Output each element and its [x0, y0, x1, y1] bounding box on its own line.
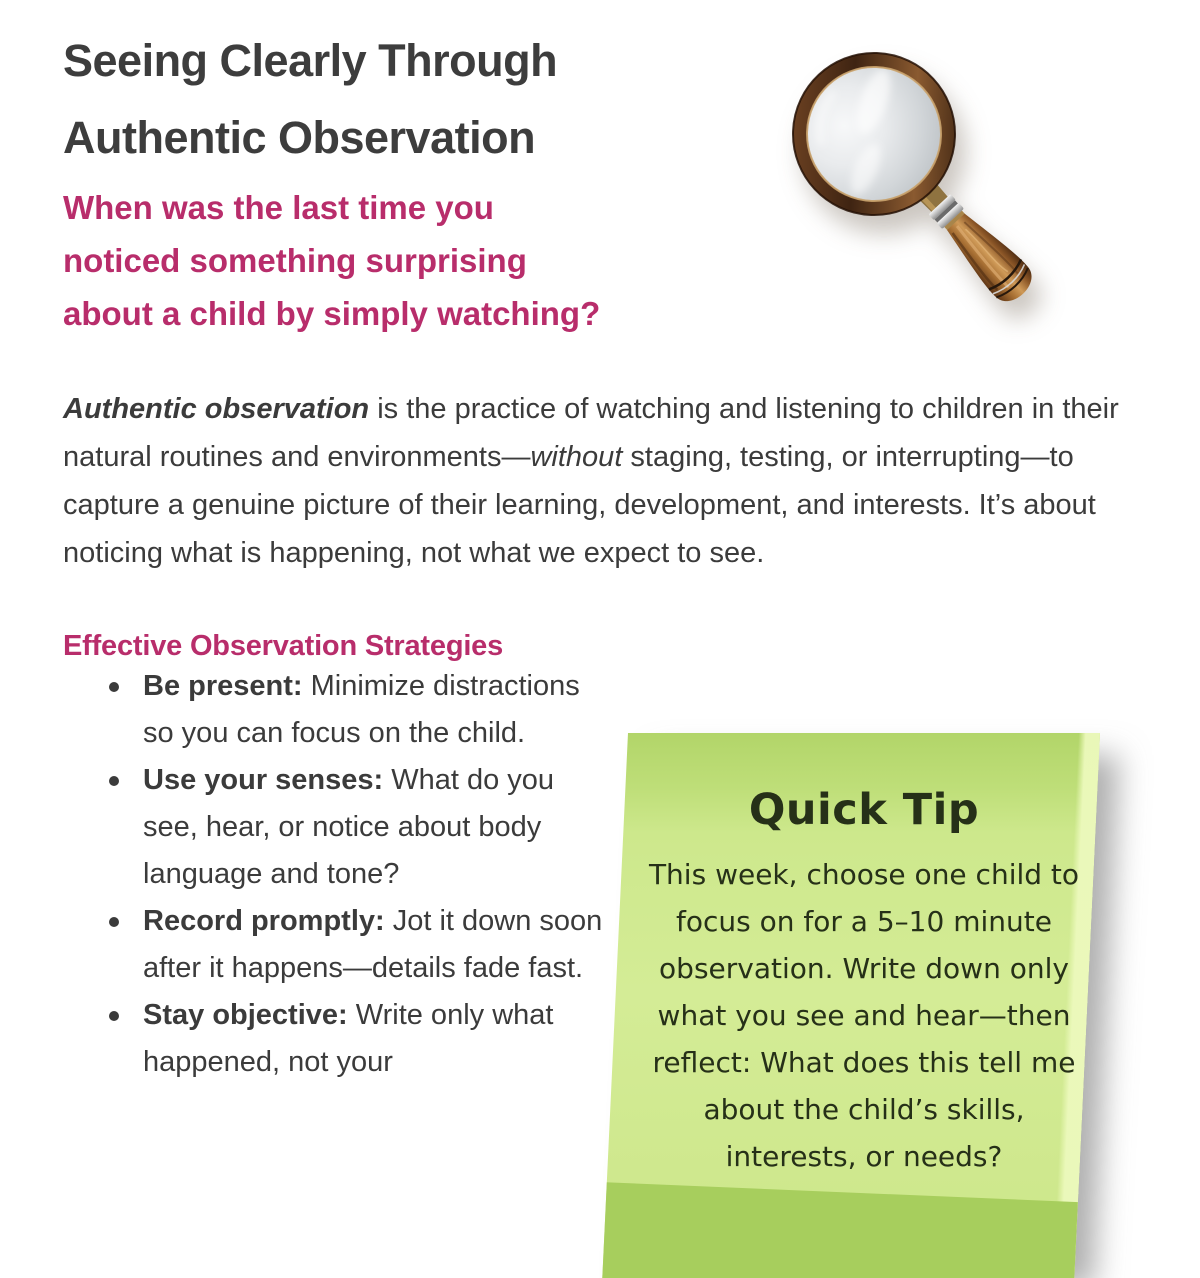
quick-tip-line: reflect: What does this tell me [652, 1046, 1076, 1079]
strategy-item-be-present [63, 663, 608, 757]
page-title-line-2: Authentic Observation [63, 112, 536, 163]
intro-paragraph [63, 385, 1138, 577]
question-line-2: noticed something surprising [63, 242, 527, 279]
quick-tip-line: what you see and hear—then [657, 999, 1071, 1032]
quick-tip-title: Quick Tip [748, 785, 980, 835]
strategy-item-use-senses [63, 757, 608, 898]
strategy-text: What do you see, hear, or notice about body language and tone? [143, 764, 555, 890]
quick-tip-line: observation. Write down only [659, 952, 1069, 985]
quick-tip-content [628, 733, 1100, 1278]
quick-tip-line: about the child’s skills, [703, 1093, 1025, 1126]
question-subhead [63, 181, 723, 340]
magnifying-glass-image [766, 26, 1111, 366]
strategies-heading: Effective Observation Strategies [63, 630, 504, 662]
strategy-lead: Use your senses: [143, 764, 384, 796]
intro-lead-term: Authentic observation [63, 393, 370, 425]
intro-text-2: staging, testing, or interrupting—to capture a genuine picture of their learning, development, and interests. It’s about noticing what is happening, not what we expect to see. [63, 441, 1096, 569]
strategy-lead: Stay objective: [143, 999, 348, 1031]
quick-tip-line: This week, choose one child to [648, 858, 1080, 891]
intro-text-1: is the practice of watching and listening to children in their natural routines and environments— [63, 393, 1119, 473]
strategy-text: Minimize distractions so you can focus on the child. [143, 670, 580, 749]
intro-italic-word: without [530, 441, 623, 473]
quick-tip-body [628, 851, 1100, 1180]
strategy-text: Write only what happened, not your [143, 999, 554, 1078]
question-line-1: When was the last time you [63, 189, 494, 226]
quick-tip-note [602, 733, 1100, 1278]
strategies-list [63, 663, 608, 1086]
strategy-item-record-promptly [63, 898, 608, 992]
strategy-lead: Record promptly: [143, 905, 385, 937]
quick-tip-line: interests, or needs? [725, 1140, 1003, 1173]
strategy-lead: Be present: [143, 670, 303, 702]
quick-tip-line: focus on for a 5–10 minute [676, 905, 1052, 938]
strategy-item-stay-objective [63, 992, 608, 1086]
page-title-line-1: Seeing Clearly Through [63, 35, 558, 86]
page-title [63, 22, 783, 176]
strategy-text: Jot it down soon after it happens—details fade fast. [143, 905, 603, 984]
question-line-3: about a child by simply watching? [63, 295, 601, 332]
